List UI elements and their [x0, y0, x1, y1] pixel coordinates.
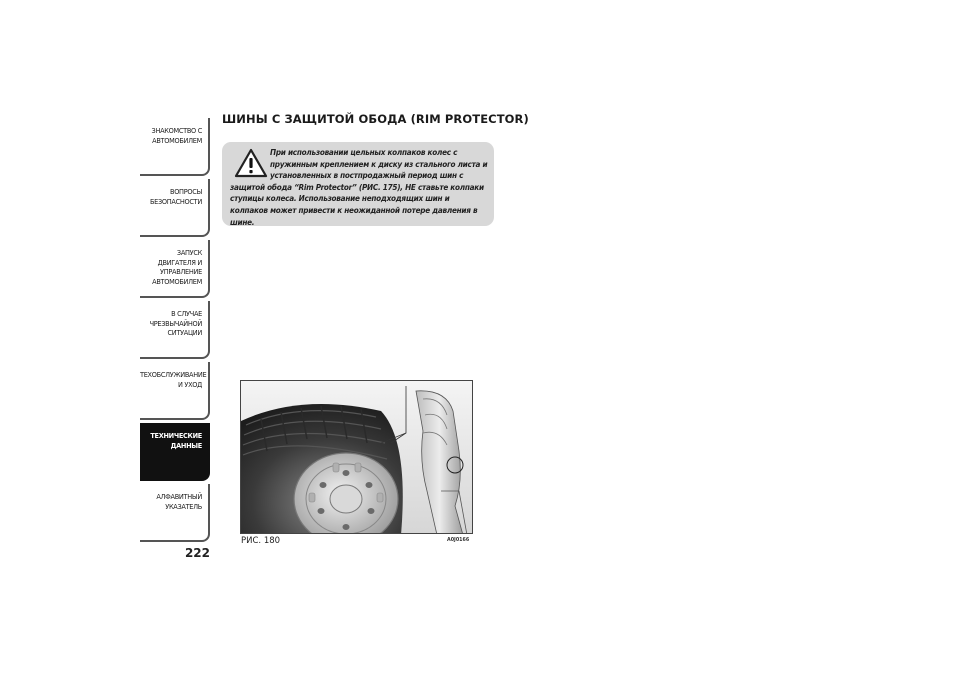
tab-safety[interactable]: ВОПРОСЫ БЕЗОПАСНОСТИ	[140, 179, 210, 237]
tab-getting-to-know[interactable]: ЗНАКОМСТВО С АВТОМОБИЛЕМ	[140, 118, 210, 176]
figure-label: РИС. 180	[241, 536, 281, 546]
warning-box	[222, 142, 494, 226]
tab-technical-data[interactable]: ТЕХНИЧЕСКИЕ ДАННЫЕ	[140, 423, 210, 481]
warning-text: При использовании цельных колпаков колес с пружинным креплением к диску из стального листа и установленных в постпродажный период шин с защитой обода “Rim Protector” (РИС. 175), НЕ ставьте колпаки ступицы колеса. Использование неподходящих шин и колпаков может привести к неожиданной потере давления в шине.	[230, 147, 488, 227]
tab-starting-driving[interactable]: ЗАПУСК ДВИГАТЕЛЯ И УПРАВЛЕНИЕ АВТОМОБИЛЕМ	[140, 240, 210, 298]
figure-rim-protector	[240, 380, 473, 534]
figure-code: A0J0166	[447, 538, 470, 543]
tab-index[interactable]: АЛФАВИТНЫЙ УКАЗАТЕЛЬ	[140, 484, 210, 542]
tire-illustration	[241, 381, 473, 534]
page-number: 222	[184, 546, 210, 560]
tab-maintenance[interactable]: ТЕХОБСЛУЖИВАНИЕ И УХОД	[140, 362, 210, 420]
page-title: ШИНЫ С ЗАЩИТОЙ ОБОДА (RIM PROTECTOR)	[222, 112, 529, 126]
warning-text-block	[230, 147, 488, 228]
tab-emergency[interactable]: В СЛУЧАЕ ЧРЕЗВЫЧАЙНОЙ СИТУАЦИИ	[140, 301, 210, 359]
